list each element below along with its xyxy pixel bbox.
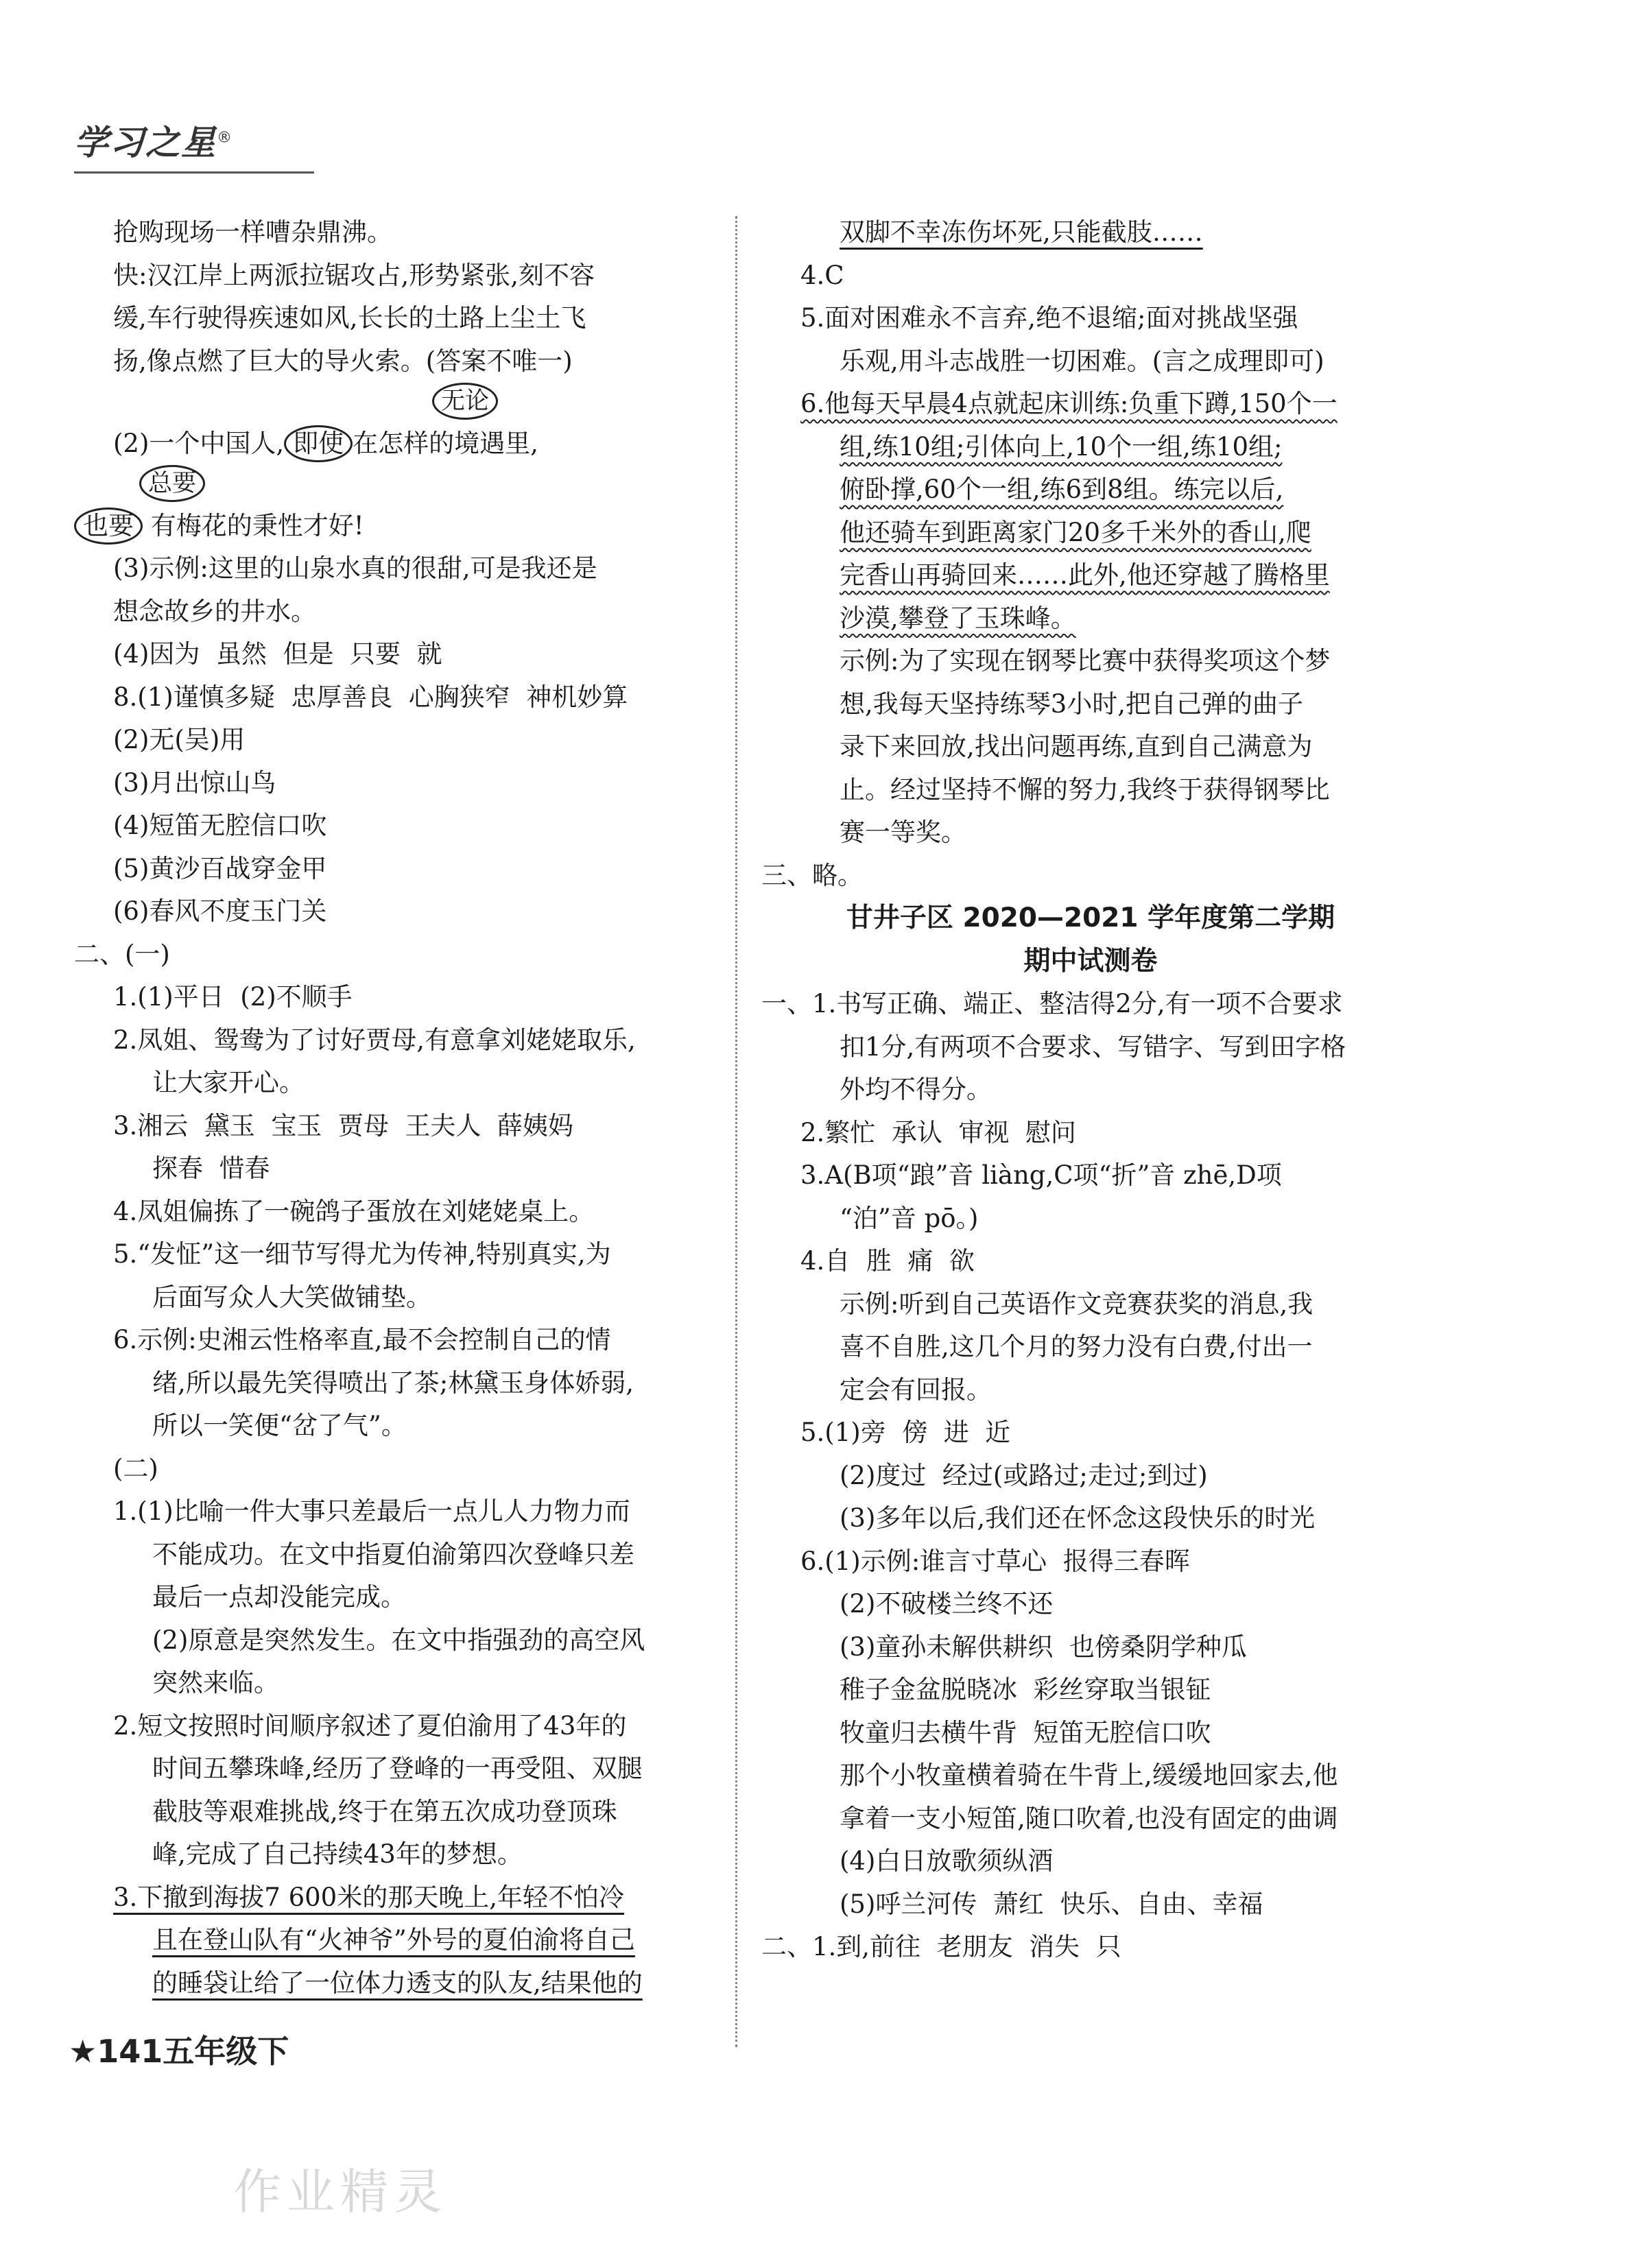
text-line: 6.(1)示例:谁言寸草心 报得三春晖 — [800, 1546, 1190, 1576]
section-heading: 二、(一) — [74, 939, 170, 969]
text-line: 一、1.书写正确、端正、整洁得2分,有一项不合要求 — [761, 989, 1343, 1018]
text-line: (2)无(吴)用 — [113, 725, 246, 754]
exam-subtitle: 期中试测卷 — [1023, 945, 1158, 977]
text-segment: (2)一个中国人, — [113, 428, 285, 458]
text-line: 乐观,用斗志战胜一切困难。(言之成理即可) — [840, 346, 1324, 376]
text-line: (6)春风不度玉门关 — [113, 896, 327, 926]
text-line: (2)不破楼兰终不还 — [840, 1589, 1054, 1619]
wavy-text: 组,练10组;引体向上,10个一组,练10组; — [840, 431, 1283, 462]
text-line: (4)因为 虽然 但是 只要 就 — [113, 639, 442, 669]
text-line: 赛一等奖。 — [840, 817, 966, 847]
text-line: (3)示例:这里的山泉水真的很甜,可是我还是 — [113, 553, 597, 583]
text-line: 扬,像点燃了巨大的导火索。(答案不唯一) — [113, 346, 573, 376]
underlined-line — [74, 1919, 733, 1962]
text-line: 让大家开心。 — [152, 1068, 305, 1097]
text-line: (3)多年以后,我们还在怀念这段快乐的时光 — [840, 1503, 1316, 1533]
text-line: 止。经过坚持不懈的努力,我终于获得钢琴比 — [840, 774, 1330, 804]
text-line: (二) — [113, 1453, 158, 1483]
circled-word: 即使 — [284, 425, 353, 462]
text-line: 时间五攀珠峰,经历了登峰的一再受阻、双腿 — [152, 1754, 643, 1783]
header-rule — [74, 171, 314, 174]
text-line: 2.凤姐、鸳鸯为了讨好贾母,有意拿刘姥姥取乐, — [113, 1025, 636, 1055]
page-footer: ★141五年级下 — [69, 2033, 289, 2070]
text-line: 8.(1)谨慎多疑 忠厚善良 心胸狭窄 神机妙算 — [113, 682, 628, 712]
text-line: 突然来临。 — [152, 1668, 279, 1697]
text-segment: 在怎样的境遇里, — [353, 428, 538, 458]
text-line: 5.(1)旁 傍 进 近 — [800, 1418, 1011, 1447]
underlined-text: 的睡袋让给了一位体力透支的队友,结果他的 — [152, 1968, 643, 1998]
wavy-line — [761, 426, 1420, 469]
text-line: 2.短文按照时间顺序叙述了夏伯渝用了43年的 — [113, 1710, 627, 1741]
text-line: (2)度过 经过(或路过;走过;到过) — [840, 1460, 1208, 1490]
text-line: 6.示例:史湘云性格率直,最不会控制自己的情 — [113, 1325, 611, 1354]
watermark: 作业精灵 — [233, 2164, 447, 2220]
text-line: 4.C — [800, 260, 844, 290]
wavy-line — [761, 554, 1420, 597]
wavy-text: 俯卧撑,60个一组,练6到8组。练完以后, — [840, 475, 1284, 504]
correction-line-1 — [74, 383, 733, 465]
text-line: (5)呼兰河传 萧红 快乐、自由、幸福 — [840, 1889, 1263, 1919]
text-line: 快:汉江岸上两派拉锯攻占,形势紧张,刻不容 — [113, 260, 595, 290]
text-line: 最后一点却没能完成。 — [152, 1582, 406, 1612]
text-line: 不能成功。在文中指夏伯渝第四次登峰只差 — [152, 1539, 634, 1569]
text-line: 4.自 胜 痛 欲 — [800, 1246, 975, 1276]
text-line: 录下来回放,找出问题再练,直到自己满意为 — [840, 732, 1313, 761]
text-line: 示例:为了实现在钢琴比赛中获得奖项这个梦 — [840, 646, 1331, 676]
text-line: (4)白日放歌须纵酒 — [840, 1846, 1054, 1876]
text-line: 外均不得分。 — [840, 1075, 992, 1104]
circled-word: 也要 — [74, 508, 143, 545]
exam-title: 甘井子区 2020—2021 学年度第二学期 — [846, 903, 1335, 933]
underlined-line — [74, 1876, 733, 1920]
wavy-line — [761, 512, 1420, 555]
text-line: 扣1分,有两项不合要求、写错字、写到田字格 — [840, 1031, 1346, 1062]
text-line: (3)童孙未解供耕织 也傍桑阴学种瓜 — [840, 1632, 1247, 1662]
underlined-line — [761, 211, 1420, 254]
brand-logo — [74, 115, 233, 165]
registered-mark: ® — [217, 129, 233, 147]
wavy-text: 他还骑车到距离家门20多千米外的香山,爬 — [840, 517, 1311, 547]
text-line: 拿着一支小短笛,随口吹着,也没有固定的曲调 — [840, 1803, 1338, 1833]
text-line: 想念故乡的井水。 — [113, 596, 316, 626]
text-line: (5)黄沙百战穿金甲 — [113, 853, 327, 883]
text-line: 牧童归去横牛背 短笛无腔信口吹 — [840, 1717, 1211, 1747]
text-line: 所以一笑便“岔了气”。 — [152, 1411, 407, 1440]
text-line: 示例:听到自己英语作文竞赛获奖的消息,我 — [840, 1289, 1313, 1319]
text-line: “泊”音 pō。) — [840, 1203, 979, 1233]
wavy-line — [761, 383, 1420, 426]
text-line: 1.(1)比喻一件大事只差最后一点儿人力物力而 — [113, 1496, 630, 1526]
wavy-text: 6.他每天早晨4点就起床训练:负重下蹲,150个一 — [800, 389, 1337, 418]
text-line: 喜不自胜,这几个月的努力没有白费,付出一 — [840, 1332, 1313, 1361]
column-divider — [735, 216, 737, 2047]
text-line: 5.面对困难永不言弃,绝不退缩;面对挑战坚强 — [800, 303, 1298, 333]
wavy-text: 沙漠,攀登了玉珠峰。 — [840, 603, 1076, 633]
text-line: 定会有回报。 — [840, 1374, 992, 1405]
underlined-text: 双脚不幸冻伤坏死,只能截肢…… — [840, 217, 1203, 247]
text-line: 1.(1)平日 (2)不顺手 — [113, 982, 353, 1012]
wavy-line — [761, 468, 1420, 512]
text-line: 后面写众人大笑做铺垫。 — [152, 1282, 431, 1312]
underlined-line — [74, 1962, 733, 2005]
text-line: (2)原意是突然发生。在文中指强劲的高空风 — [152, 1625, 645, 1655]
text-line: 4.凤姐偏拣了一碗鸽子蛋放在刘姥姥桌上。 — [113, 1196, 595, 1226]
text-line: (3)月出惊山鸟 — [113, 767, 276, 798]
text-segment: 有梅花的秉性才好! — [150, 510, 364, 540]
text-line: 5.“发怔”这一细节写得尤为传神,特别真实,为 — [113, 1239, 611, 1269]
text-line: 缓,车行驶得疾速如风,长长的土路上尘土飞 — [113, 303, 586, 333]
text-line: 截肢等艰难挑战,终于在第五次成功登顶珠 — [152, 1796, 617, 1826]
text-line: 抢购现场一样嘈杂鼎沸。 — [113, 217, 392, 247]
text-line: (4)短笛无腔信口吹 — [113, 811, 327, 840]
text-line: 2.繁忙 承认 审视 慰问 — [800, 1117, 1076, 1147]
correction-word: 无论 — [432, 383, 498, 420]
right-column — [761, 211, 1420, 1969]
text-line: 探春 惜春 — [152, 1154, 270, 1183]
wavy-text: 完香山再骑回来……此外,他还穿越了腾格里 — [840, 560, 1330, 590]
text-line: 3.A(B项“踉”音 liàng,C项“折”音 zhē,D项 — [800, 1160, 1282, 1190]
underlined-text: 且在登山队有“火神爷”外号的夏伯渝将自己 — [152, 1925, 635, 1955]
text-line: 那个小牧童横着骑在牛背上,缓缓地回家去,他 — [840, 1760, 1338, 1790]
wavy-line — [761, 597, 1420, 641]
section-heading: 三、略。 — [761, 860, 863, 890]
text-line: 峰,完成了自己持续43年的梦想。 — [152, 1839, 523, 1869]
left-column — [74, 211, 733, 2005]
text-line: 想,我每天坚持练琴3小时,把自己弹的曲子 — [840, 689, 1304, 719]
logo-text: 学习之星 — [74, 123, 217, 163]
text-line: 稚子金盆脱晓冰 彩丝穿取当银钲 — [840, 1675, 1211, 1704]
underlined-text: 3.下撤到海拔7 600米的那天晚上,年轻不怕冷 — [113, 1882, 624, 1912]
text-line: 二、1.到,前往 老朋友 消失 只 — [761, 1932, 1121, 1961]
text-line: 绪,所以最先笑得喷出了茶;林黛玉身体娇弱, — [152, 1368, 634, 1398]
text-line: 3.湘云 黛玉 宝玉 贾母 王夫人 薛姨妈 — [113, 1110, 573, 1141]
correction-word: 总要 — [139, 465, 205, 502]
correction-line-2 — [74, 465, 733, 547]
